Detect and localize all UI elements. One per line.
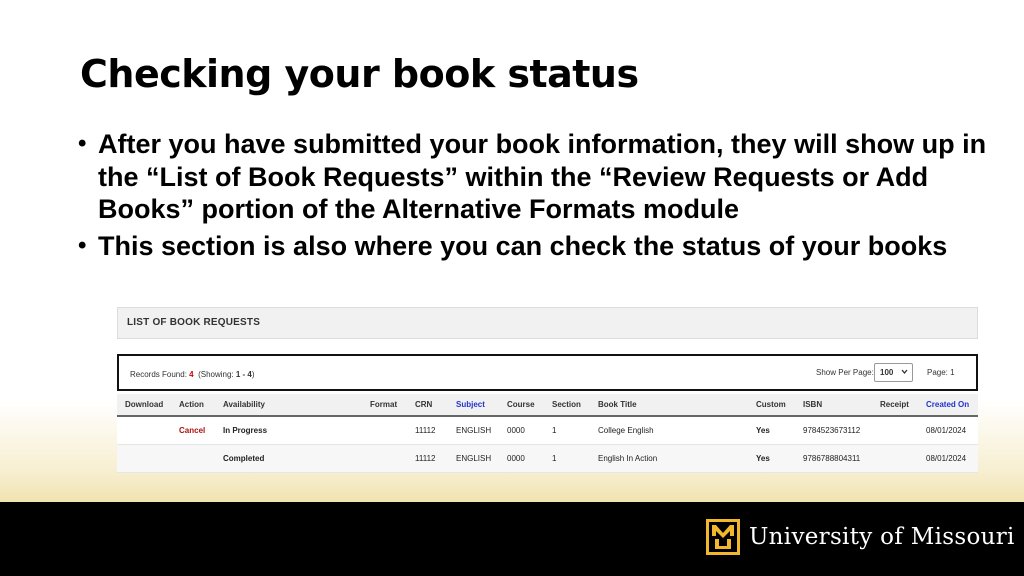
- records-count: 4: [189, 370, 194, 379]
- cell-action: [171, 444, 215, 472]
- cell-book-title: College English: [590, 416, 748, 444]
- cell-availability: Completed: [215, 444, 362, 472]
- per-page-select[interactable]: [874, 363, 913, 382]
- cell-format: [362, 444, 407, 472]
- table-row: [117, 444, 978, 472]
- mu-logo-icon: [706, 519, 740, 555]
- col-isbn: ISBN: [795, 394, 872, 416]
- book-requests-table: [117, 394, 978, 473]
- records-bar: [117, 354, 978, 391]
- bullet-item: [78, 128, 1013, 226]
- showing-close: ): [251, 370, 255, 379]
- cancel-link[interactable]: Cancel: [171, 416, 215, 444]
- university-name: University of Missouri: [749, 524, 1015, 550]
- slide-title: Checking your book status: [80, 52, 639, 96]
- table-row: [117, 416, 978, 444]
- cell-isbn: 9786788804311: [795, 444, 872, 472]
- bullet-text: After you have submitted your book information, they will show up in the “List of Book Requests” within the “Review Requests or Add Books” portion of the Alternative Formats module: [98, 129, 987, 224]
- col-subject-sort[interactable]: Subject: [448, 394, 499, 416]
- col-download: Download: [117, 394, 171, 416]
- cell-created-on: 08/01/2024: [918, 444, 978, 472]
- col-book-title: Book Title: [590, 394, 748, 416]
- col-format: Format: [362, 394, 407, 416]
- show-per-page-label: Show Per Page:: [816, 368, 874, 377]
- bullet-item: [78, 230, 1013, 263]
- cell-receipt: [872, 416, 918, 444]
- cell-section: 1: [544, 416, 590, 444]
- list-of-book-requests-header: LIST OF BOOK REQUESTS: [117, 307, 978, 339]
- cell-isbn: 9784523673112: [795, 416, 872, 444]
- cell-custom: Yes: [748, 444, 795, 472]
- cell-course: 0000: [499, 416, 544, 444]
- bullet-list: [78, 128, 1013, 266]
- cell-custom: Yes: [748, 416, 795, 444]
- showing-range: 1 - 4: [235, 370, 252, 379]
- cell-download: [117, 444, 171, 472]
- page-indicator: Page: 1: [927, 368, 955, 377]
- cell-book-title: English In Action: [590, 444, 748, 472]
- records-found: [130, 370, 255, 379]
- cell-format: [362, 416, 407, 444]
- per-page-value: 100: [880, 368, 894, 377]
- cell-download: [117, 416, 171, 444]
- cell-crn: 11112: [407, 444, 448, 472]
- cell-availability: In Progress: [215, 416, 362, 444]
- bullet-dot: •: [78, 231, 87, 259]
- records-found-label: Records Found:: [130, 370, 187, 379]
- col-crn: CRN: [407, 394, 448, 416]
- cell-section: 1: [544, 444, 590, 472]
- cell-crn: 11112: [407, 416, 448, 444]
- col-custom: Custom: [748, 394, 795, 416]
- bullet-text: This section is also where you can check the status of your books: [98, 230, 948, 261]
- showing-label: (Showing:: [198, 370, 234, 379]
- cell-course: 0000: [499, 444, 544, 472]
- col-action: Action: [171, 394, 215, 416]
- cell-subject: ENGLISH: [448, 416, 499, 444]
- table-header-row: [117, 394, 978, 416]
- col-created-on-sort[interactable]: Created On: [918, 394, 978, 416]
- chevron-down-icon: [901, 367, 908, 379]
- cell-receipt: [872, 444, 918, 472]
- col-course: Course: [499, 394, 544, 416]
- col-receipt: Receipt: [872, 394, 918, 416]
- col-section: Section: [544, 394, 590, 416]
- bullet-dot: •: [78, 130, 87, 157]
- col-availability: Availability: [215, 394, 362, 416]
- cell-created-on: 08/01/2024: [918, 416, 978, 444]
- cell-subject: ENGLISH: [448, 444, 499, 472]
